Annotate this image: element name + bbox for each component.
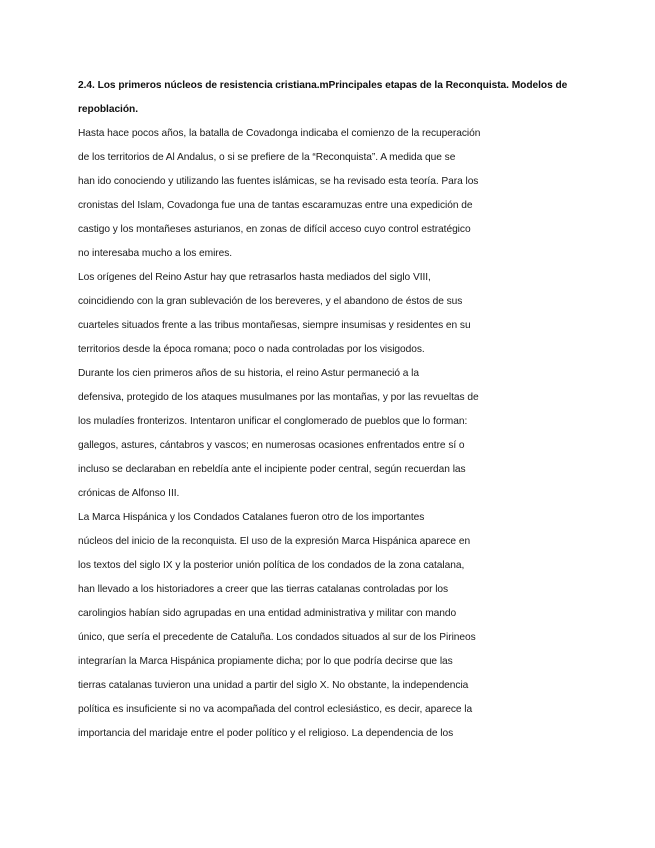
text-line: castigo y los montañeses asturianos, en zonas de difícil acceso cuyo control estratégico (78, 224, 471, 235)
text-line: política es insuficiente si no va acompañada del control eclesiástico, es decir, aparece la (78, 704, 473, 715)
heading-line: 2.4. Los primeros núcleos de resistencia cristiana.mPrincipales etapas de la Reconquista. Modelos de (78, 80, 568, 91)
text-line: no interesaba mucho a los emires. (78, 248, 233, 259)
text-line: incluso se declaraban en rebeldía ante el incipiente poder central, según recuerdan las (78, 464, 466, 475)
text-line: núcleos del inicio de la reconquista. El uso de la expresión Marca Hispánica aparece en (78, 536, 471, 547)
text-line: importancia del maridaje entre el poder político y el religioso. La dependencia de los (78, 728, 454, 739)
text-line: cuarteles situados frente a las tribus montañesas, siempre insumisas y residentes en su (78, 320, 471, 331)
text-line: han llevado a los historiadores a creer que las tierras catalanas controladas por los (78, 584, 449, 595)
text-line: coincidiendo con la gran sublevación de los bereveres, y el abandono de éstos de sus (78, 296, 463, 307)
text-line: los textos del siglo IX y la posterior unión política de los condados de la zona catalana, (78, 560, 465, 571)
text-line: defensiva, protegido de los ataques musulmanes por las montañas, y por las revueltas de (78, 392, 479, 403)
text-line: Los orígenes del Reino Astur hay que retrasarlos hasta mediados del siglo VIII, (78, 272, 431, 283)
section-heading (78, 76, 598, 124)
text-line: de los territorios de Al Andalus, o si se prefiere de la “Reconquista”. A medida que se (78, 152, 456, 163)
text-line: integrarían la Marca Hispánica propiamente dicha; por lo que podría decirse que las (78, 656, 453, 667)
text-line: único, que sería el precedente de Cataluña. Los condados situados al sur de los Pirineos (78, 632, 476, 643)
heading-line: repoblación. (78, 104, 138, 115)
text-line: territorios desde la época romana; poco o nada controladas por los visigodos. (78, 344, 425, 355)
text-line: Durante los cien primeros años de su historia, el reino Astur permaneció a la (78, 368, 420, 379)
text-line: crónicas de Alfonso III. (78, 488, 180, 499)
text-line: Hasta hace pocos años, la batalla de Covadonga indicaba el comienzo de la recuperación (78, 128, 481, 139)
text-line: cronistas del Islam, Covadonga fue una de tantas escaramuzas entre una expedición de (78, 200, 473, 211)
paragraph-marca-hispanica (78, 508, 598, 748)
text-line: La Marca Hispánica y los Condados Catalanes fueron otro de los importantes (78, 512, 425, 523)
text-line: los muladíes fronterizos. Intentaron unificar el conglomerado de pueblos que lo forman: (78, 416, 468, 427)
text-line: gallegos, astures, cántabros y vascos; en numerosas ocasiones enfrentados entre sí o (78, 440, 465, 451)
document-body (78, 76, 598, 748)
paragraph-covadonga (78, 124, 598, 268)
text-line: carolingios habían sido agrupadas en una entidad administrativa y militar con mando (78, 608, 457, 619)
paragraph-origenes-reino-astur (78, 268, 598, 364)
paragraph-primeros-cien-anos (78, 364, 598, 508)
text-line: tierras catalanas tuvieron una unidad a partir del siglo X. No obstante, la independencia (78, 680, 469, 691)
text-line: han ido conociendo y utilizando las fuentes islámicas, se ha revisado esta teoría. Para los (78, 176, 479, 187)
